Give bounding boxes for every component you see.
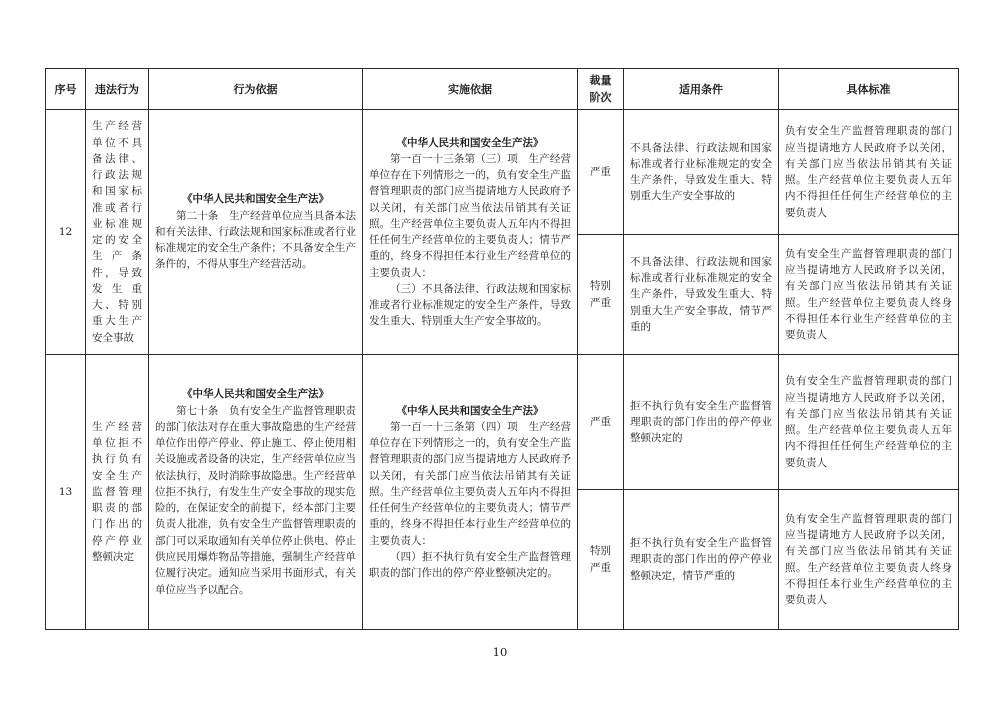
table-header-row xyxy=(46,69,959,110)
col-header-implementation-basis: 实施依据 xyxy=(363,69,578,110)
row12-behavior-basis xyxy=(149,110,363,355)
law-paragraph: （三）不具备法律、行政法规和国家标准或者行业标准规定的安全生产条件，导致发生重大、特别重大生产安全事故的。 xyxy=(369,282,571,328)
row13-violation-text: 生产经营单位拒不执行负有安全生产监督管理职责的部门作出的停产停业整顿决定 xyxy=(92,420,142,564)
row12-seq: 12 xyxy=(46,110,86,355)
col-header-seq: 序号 xyxy=(46,69,86,110)
law-title: 《中华人民共和国安全生产法》 xyxy=(182,388,329,401)
row13-implementation-basis xyxy=(363,355,578,630)
row12-tier1-condition: 不具备法律、行政法规和国家标准或者行业标准规定的安全生产条件，导致发生重大、特别重大生产安全事故的 xyxy=(624,110,779,235)
law-paragraph: 第二十条 生产经营单位应当具备本法和有关法律、行政法规和国家标准或者行业标准规定的安全生产条件；不具备安全生产条件的，不得从事生产经营活动。 xyxy=(155,209,356,271)
col-header-violation: 违法行为 xyxy=(86,69,149,110)
row12-violation xyxy=(86,110,149,355)
row13-tier1-condition: 拒不执行负有安全生产监督管理职责的部门作出的停产停业整顿决定的 xyxy=(624,355,779,490)
col-header-discretion-tier: 裁量阶次 xyxy=(578,69,624,110)
law-paragraph: 第一百一十三条第（三）项 生产经营单位存在下列情形之一的，负有安全生产监督管理职责的部门应当提请地方人民政府予以关闭，有关部门应当依法吊销其有关证照。生产经营单位主要负责人五年内不得担任任何生产经营单位的主要负责人；情节严重的，终身不得担任本行业生产经营单位的主要负责人： xyxy=(369,152,571,279)
row12-implementation-basis xyxy=(363,110,578,355)
law-title: 《中华人民共和国安全生产法》 xyxy=(182,193,329,206)
row12-tier2-standard: 负有安全生产监督管理职责的部门应当提请地方人民政府予以关闭，有关部门应当依法吊销其有关证照。生产经营单位主要负责人终身不得担任本行业生产经营单位的主要负责人 xyxy=(779,235,959,355)
row12-violation-text: 生产经营单位不具备法律、行政法规和国家标准或者行业标准规定的安全生产条件，导致发生重大、特别重大生产安全事故 xyxy=(92,120,142,344)
row13-behavior-basis xyxy=(149,355,363,630)
row12-tier1-standard: 负有安全生产监督管理职责的部门应当提请地方人民政府予以关闭，有关部门应当依法吊销其有关证照。生产经营单位主要负责人五年内不得担任任何生产经营单位的主要负责人 xyxy=(779,110,959,235)
row13-seq: 13 xyxy=(46,355,86,630)
discretion-standards-table xyxy=(45,68,959,630)
law-title: 《中华人民共和国安全生产法》 xyxy=(396,404,544,417)
row13-tier1-level: 严重 xyxy=(578,355,624,490)
law-paragraph: （四）拒不执行负有安全生产监督管理职责的部门作出的停产停业整顿决定的。 xyxy=(369,551,571,580)
law-paragraph: 第一百一十三条第（四）项 生产经营单位存在下列情形之一的，负有安全生产监督管理职责的部门应当提请地方人民政府予以关闭，有关部门应当依法吊销其有关证照。生产经营单位主要负责人五年内不得担任任何生产经营单位的主要负责人；情节严重的，终身不得担任本行业生产经营单位的主要负责人： xyxy=(369,420,571,547)
col-header-behavior-basis: 行为依据 xyxy=(149,69,363,110)
page-number: 10 xyxy=(492,645,508,659)
row13-tier2-standard: 负有安全生产监督管理职责的部门应当提请地方人民政府予以关闭，有关部门应当依法吊销其有关证照。生产经营单位主要负责人终身不得担任本行业生产经营单位的主要负责人 xyxy=(779,490,959,630)
law-paragraph: 第七十条 负有安全生产监督管理职责的部门依法对存在重大事故隐患的生产经营单位作出停产停业、停止施工、停止使用相关设施或者设备的决定，生产经营单位应当依法执行，及时消除事故隐患。生产经营单位拒不执行，有发生生产安全事故的现实危险的，在保证安全的前提下，经本部门主要负责人批准，负有安全生产监督管理职责的部门可以采取通知有关单位停止供电、停止供应民用爆炸物品等措施，强制生产经营单位履行决定。通知应当采用书面形式，有关单位应当予以配合。 xyxy=(155,404,356,596)
row12-tier1-level: 严重 xyxy=(578,110,624,235)
row13-tier1-standard: 负有安全生产监督管理职责的部门应当提请地方人民政府予以关闭，有关部门应当依法吊销其有关证照。生产经营单位主要负责人五年内不得担任任何生产经营单位的主要负责人 xyxy=(779,355,959,490)
col-header-specific-standard: 具体标准 xyxy=(779,69,959,110)
table-row xyxy=(46,110,959,235)
row12-tier2-level: 特别严重 xyxy=(578,235,624,355)
row13-tier2-condition: 拒不执行负有安全生产监督管理职责的部门作出的停产停业整顿决定，情节严重的 xyxy=(624,490,779,630)
law-title: 《中华人民共和国安全生产法》 xyxy=(396,136,544,149)
table-row xyxy=(46,355,959,490)
row13-violation xyxy=(86,355,149,630)
row12-tier2-condition: 不具备法律、行政法规和国家标准或者行业标准规定的安全生产条件，导致发生重大、特别重大生产安全事故，情节严重的 xyxy=(624,235,779,355)
row13-tier2-level: 特别严重 xyxy=(578,490,624,630)
col-header-applicable-condition: 适用条件 xyxy=(624,69,779,110)
